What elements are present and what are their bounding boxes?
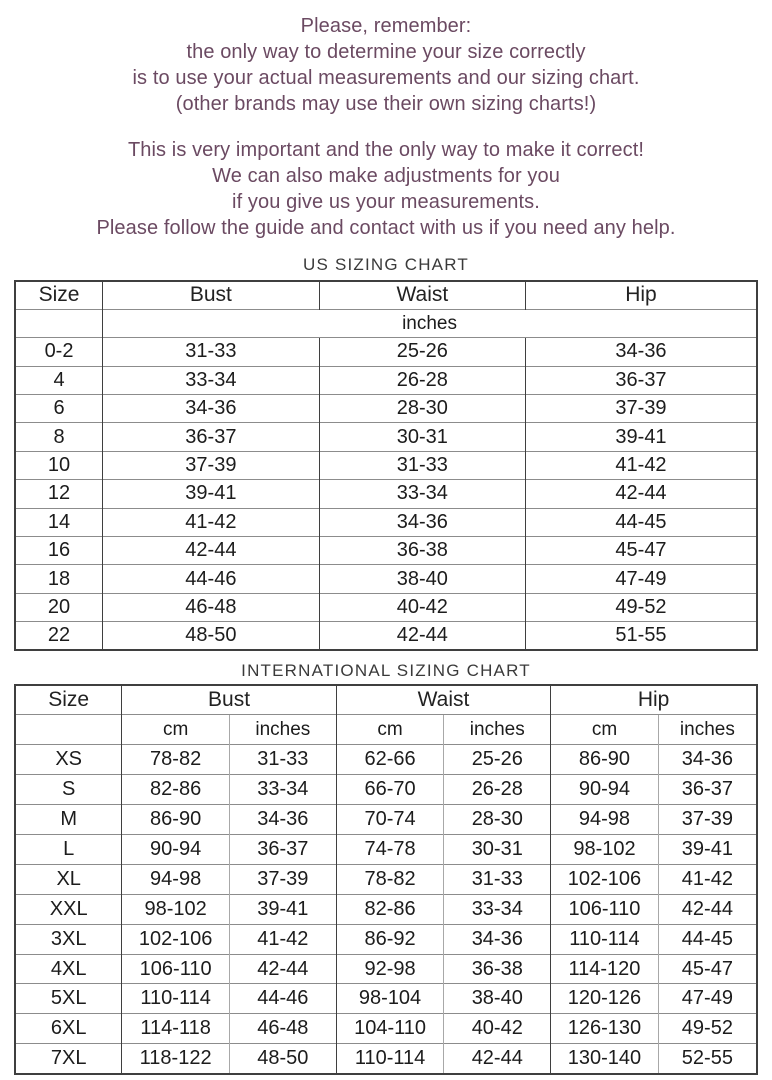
column-header-bust: Bust: [122, 685, 336, 715]
cell-measurement: 44-45: [658, 924, 757, 954]
cell-measurement: 74-78: [336, 835, 444, 865]
table-row: [15, 480, 757, 508]
table-row: [15, 1014, 757, 1044]
cell-measurement: 39-41: [103, 480, 320, 508]
cell-measurement: 34-36: [319, 508, 525, 536]
intro-line: Please follow the guide and contact with us if you need any help.: [96, 217, 676, 239]
intro-line: (other brands may use their own sizing charts!): [175, 93, 597, 115]
cell-size: 20: [15, 593, 103, 621]
cell-size: L: [15, 835, 122, 865]
cell-measurement: 92-98: [336, 954, 444, 984]
cell-measurement: 37-39: [658, 805, 757, 835]
intl-header-row: [15, 685, 757, 715]
cell-measurement: 62-66: [336, 745, 444, 775]
cell-measurement: 94-98: [551, 805, 659, 835]
table-row: [15, 622, 757, 650]
unit-cell-cm: cm: [336, 715, 444, 745]
cell-measurement: 46-48: [103, 593, 320, 621]
intro-line: This is very important and the only way to make it correct!: [127, 139, 645, 161]
cell-measurement: 44-46: [229, 984, 336, 1014]
intl-sizing-table: [14, 684, 758, 1075]
cell-measurement: 30-31: [444, 835, 551, 865]
cell-measurement: 98-102: [122, 894, 230, 924]
column-header-waist: Waist: [319, 281, 525, 309]
cell-measurement: 120-126: [551, 984, 659, 1014]
cell-measurement: 39-41: [525, 423, 757, 451]
cell-measurement: 34-36: [229, 805, 336, 835]
cell-measurement: 110-114: [122, 984, 230, 1014]
cell-measurement: 106-110: [122, 954, 230, 984]
intl-chart-title: INTERNATIONAL SIZING CHART: [241, 661, 531, 681]
unit-cell-cm: cm: [122, 715, 230, 745]
cell-measurement: 42-44: [319, 622, 525, 650]
cell-measurement: 42-44: [229, 954, 336, 984]
cell-measurement: 42-44: [658, 894, 757, 924]
cell-size: 16: [15, 537, 103, 565]
cell-measurement: 70-74: [336, 805, 444, 835]
intro-line: the only way to determine your size correctly: [186, 41, 586, 63]
cell-size: XL: [15, 864, 122, 894]
cell-measurement: 44-45: [525, 508, 757, 536]
cell-measurement: 47-49: [525, 565, 757, 593]
table-row: [15, 775, 757, 805]
column-header-hip: Hip: [525, 281, 757, 309]
cell-measurement: 39-41: [658, 835, 757, 865]
cell-measurement: 86-90: [122, 805, 230, 835]
cell-measurement: 41-42: [658, 864, 757, 894]
table-row: [15, 395, 757, 423]
cell-measurement: 94-98: [122, 864, 230, 894]
cell-measurement: 44-46: [103, 565, 320, 593]
cell-measurement: 31-33: [319, 451, 525, 479]
intl-table-body: [15, 745, 757, 1074]
cell-size: 7XL: [15, 1044, 122, 1074]
cell-measurement: 36-37: [103, 423, 320, 451]
cell-measurement: 118-122: [122, 1044, 230, 1074]
cell-measurement: 31-33: [103, 338, 320, 366]
table-row: [15, 1044, 757, 1074]
cell-measurement: 47-49: [658, 984, 757, 1014]
cell-measurement: 33-34: [319, 480, 525, 508]
cell-measurement: 42-44: [525, 480, 757, 508]
table-row: [15, 805, 757, 835]
cell-measurement: 104-110: [336, 1014, 444, 1044]
cell-measurement: 40-42: [319, 593, 525, 621]
intro-line: is to use your actual measurements and our sizing chart.: [132, 67, 640, 89]
cell-measurement: 25-26: [444, 745, 551, 775]
intl-unit-row: [15, 715, 757, 745]
table-row: [15, 565, 757, 593]
cell-measurement: 26-28: [444, 775, 551, 805]
cell-measurement: 110-114: [551, 924, 659, 954]
cell-measurement: 126-130: [551, 1014, 659, 1044]
cell-measurement: 38-40: [444, 984, 551, 1014]
cell-size: 22: [15, 622, 103, 650]
cell-measurement: 82-86: [336, 894, 444, 924]
cell-size: 12: [15, 480, 103, 508]
cell-measurement: 66-70: [336, 775, 444, 805]
cell-size: 10: [15, 451, 103, 479]
table-row: [15, 954, 757, 984]
us-header-row: [15, 281, 757, 309]
column-header-bust: Bust: [103, 281, 320, 309]
cell-measurement: 28-30: [319, 395, 525, 423]
table-row: [15, 366, 757, 394]
cell-measurement: 78-82: [122, 745, 230, 775]
cell-measurement: 34-36: [444, 924, 551, 954]
cell-measurement: 31-33: [229, 745, 336, 775]
us-sizing-table: [14, 280, 758, 651]
cell-measurement: 38-40: [319, 565, 525, 593]
cell-size: 4: [15, 366, 103, 394]
table-row: [15, 423, 757, 451]
cell-measurement: 34-36: [525, 338, 757, 366]
cell-size: 14: [15, 508, 103, 536]
cell-measurement: 106-110: [551, 894, 659, 924]
cell-size: 6: [15, 395, 103, 423]
cell-size: 6XL: [15, 1014, 122, 1044]
cell-measurement: 41-42: [525, 451, 757, 479]
cell-measurement: 114-118: [122, 1014, 230, 1044]
cell-measurement: 48-50: [103, 622, 320, 650]
cell-measurement: 42-44: [444, 1044, 551, 1074]
column-header-hip: Hip: [551, 685, 757, 715]
empty-cell: [15, 309, 103, 337]
cell-measurement: 114-120: [551, 954, 659, 984]
cell-measurement: 37-39: [103, 451, 320, 479]
unit-cell-inches: inches: [229, 715, 336, 745]
cell-size: XXL: [15, 894, 122, 924]
intro-line: Please, remember:: [300, 15, 472, 37]
cell-measurement: 36-37: [658, 775, 757, 805]
cell-measurement: 36-38: [444, 954, 551, 984]
cell-measurement: 110-114: [336, 1044, 444, 1074]
cell-measurement: 39-41: [229, 894, 336, 924]
intro-paragraph-1: [0, 13, 772, 117]
cell-size: XS: [15, 745, 122, 775]
table-row: [15, 984, 757, 1014]
cell-measurement: 36-38: [319, 537, 525, 565]
table-row: [15, 537, 757, 565]
cell-measurement: 130-140: [551, 1044, 659, 1074]
cell-measurement: 41-42: [103, 508, 320, 536]
cell-measurement: 51-55: [525, 622, 757, 650]
cell-measurement: 98-102: [551, 835, 659, 865]
us-table-body: [15, 338, 757, 650]
table-row: [15, 864, 757, 894]
cell-measurement: 37-39: [229, 864, 336, 894]
cell-measurement: 34-36: [658, 745, 757, 775]
cell-measurement: 86-92: [336, 924, 444, 954]
cell-measurement: 45-47: [525, 537, 757, 565]
intro-line: We can also make adjustments for you: [212, 165, 560, 187]
cell-size: S: [15, 775, 122, 805]
cell-measurement: 33-34: [103, 366, 320, 394]
cell-measurement: 49-52: [525, 593, 757, 621]
cell-measurement: 34-36: [103, 395, 320, 423]
cell-measurement: 48-50: [229, 1044, 336, 1074]
cell-measurement: 52-55: [658, 1044, 757, 1074]
cell-measurement: 45-47: [658, 954, 757, 984]
cell-measurement: 36-37: [229, 835, 336, 865]
table-row: [15, 835, 757, 865]
intro-text: [0, 13, 772, 241]
cell-measurement: 82-86: [122, 775, 230, 805]
cell-measurement: 102-106: [122, 924, 230, 954]
cell-measurement: 30-31: [319, 423, 525, 451]
cell-measurement: 98-104: [336, 984, 444, 1014]
cell-measurement: 37-39: [525, 395, 757, 423]
unit-cell-inches: inches: [444, 715, 551, 745]
cell-measurement: 42-44: [103, 537, 320, 565]
table-row: [15, 593, 757, 621]
unit-cell-cm: cm: [551, 715, 659, 745]
table-row: [15, 924, 757, 954]
intro-line: if you give us your measurements.: [232, 191, 540, 213]
cell-size: 3XL: [15, 924, 122, 954]
cell-size: 8: [15, 423, 103, 451]
column-header-size: Size: [38, 283, 80, 307]
cell-measurement: 26-28: [319, 366, 525, 394]
us-unit-row: [15, 309, 757, 337]
cell-measurement: 90-94: [551, 775, 659, 805]
cell-measurement: 49-52: [658, 1014, 757, 1044]
cell-measurement: 28-30: [444, 805, 551, 835]
cell-measurement: 78-82: [336, 864, 444, 894]
cell-measurement: 25-26: [319, 338, 525, 366]
cell-measurement: 33-34: [444, 894, 551, 924]
cell-size: 18: [15, 565, 103, 593]
cell-measurement: 41-42: [229, 924, 336, 954]
cell-size: 0-2: [15, 338, 103, 366]
empty-cell: [15, 715, 122, 745]
table-row: [15, 745, 757, 775]
cell-measurement: 33-34: [229, 775, 336, 805]
cell-measurement: 90-94: [122, 835, 230, 865]
column-header-waist: Waist: [336, 685, 550, 715]
cell-size: 5XL: [15, 984, 122, 1014]
cell-size: M: [15, 805, 122, 835]
table-row: [15, 451, 757, 479]
intro-paragraph-2: [0, 137, 772, 241]
us-chart-title: US SIZING CHART: [303, 255, 469, 274]
cell-measurement: 36-37: [525, 366, 757, 394]
column-header-size: Size: [48, 688, 90, 712]
table-row: [15, 338, 757, 366]
cell-measurement: 46-48: [229, 1014, 336, 1044]
unit-cell-inches: inches: [658, 715, 757, 745]
cell-size: 4XL: [15, 954, 122, 984]
table-row: [15, 508, 757, 536]
cell-measurement: 31-33: [444, 864, 551, 894]
table-row: [15, 894, 757, 924]
cell-measurement: 40-42: [444, 1014, 551, 1044]
unit-cell-inches: inches: [103, 309, 757, 337]
cell-measurement: 102-106: [551, 864, 659, 894]
cell-measurement: 86-90: [551, 745, 659, 775]
